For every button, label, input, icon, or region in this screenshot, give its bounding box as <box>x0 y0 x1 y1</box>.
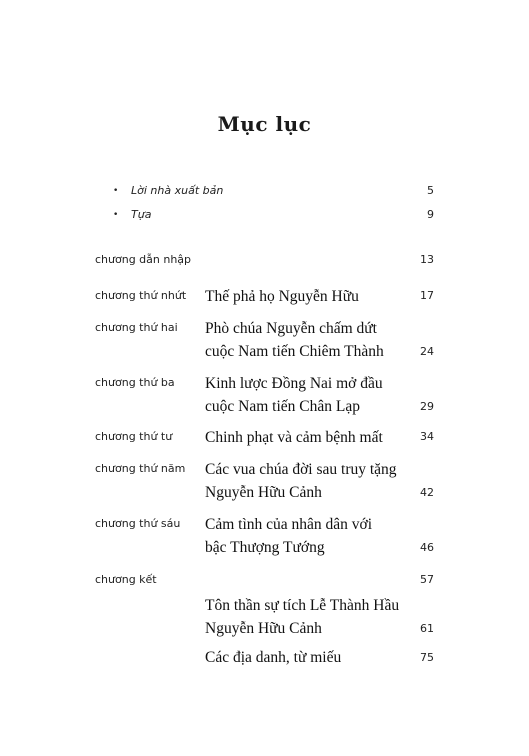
chapter-title-line: Cảm tình của nhân dân với <box>205 516 373 533</box>
chapter-label: chương thứ năm <box>95 462 186 475</box>
page-number: 29 <box>420 400 434 413</box>
chapter-title-line: Các vua chúa đời sau truy tặng <box>205 461 397 478</box>
chapter-label: chương thứ hai <box>95 321 178 334</box>
bullet-icon: • <box>113 186 119 196</box>
chapter-label: chương thứ sáu <box>95 517 181 530</box>
chapter-label: chương thứ tư <box>95 430 173 443</box>
page-title: Mục lục <box>217 112 312 136</box>
page-number: 75 <box>420 651 434 664</box>
chapter-title-line: Nguyễn Hữu Cảnh <box>205 484 322 501</box>
page-number: 57 <box>420 573 434 586</box>
page-number: 24 <box>420 345 434 358</box>
entry-label: Tựa <box>131 208 152 221</box>
chapter-title-line: bậc Thượng Tướng <box>205 539 325 556</box>
appendix-title-line: Nguyễn Hữu Cảnh <box>205 620 322 637</box>
chapter-title-line: Kinh lược Đồng Nai mở đầu <box>205 375 383 392</box>
page-number: 5 <box>427 184 434 197</box>
page-number: 9 <box>427 208 434 221</box>
chapter-title-line: Phò chúa Nguyễn chấm dứt <box>205 320 377 337</box>
bullet-icon: • <box>113 210 119 220</box>
chapter-title-line: Thế phả họ Nguyễn Hữu <box>205 288 359 305</box>
appendix-title-line: Tôn thần sự tích Lễ Thành Hầu <box>205 597 400 614</box>
page-number: 13 <box>420 253 434 266</box>
page-number: 42 <box>420 486 434 499</box>
page-number: 46 <box>420 541 434 554</box>
chapter-label: chương thứ nhứt <box>95 289 187 302</box>
chapter-label: chương kết <box>95 573 157 586</box>
appendix-title-line: Các địa danh, từ miếu <box>205 649 342 666</box>
chapter-title-line: Chinh phạt và cảm bệnh mất <box>205 429 383 446</box>
page-number: 61 <box>420 622 434 635</box>
chapter-label: chương thứ ba <box>95 376 175 389</box>
page-number: 34 <box>420 430 434 443</box>
chapter-title-line: cuộc Nam tiến Chiêm Thành <box>205 343 384 360</box>
entry-label: Lời nhà xuất bản <box>131 184 224 197</box>
page-number: 17 <box>420 289 434 302</box>
chapter-title-line: cuộc Nam tiến Chân Lạp <box>205 398 360 415</box>
chapter-label: chương dẫn nhập <box>95 253 192 266</box>
